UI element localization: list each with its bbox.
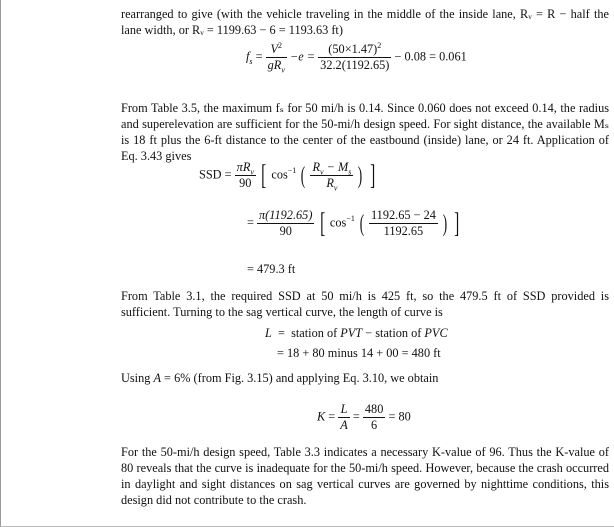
eq3-rhs-b: − station of bbox=[362, 326, 425, 340]
equation-ssd bbox=[199, 160, 377, 191]
eq2-cos: cos bbox=[271, 167, 288, 182]
eq4-num2: 480 bbox=[364, 402, 384, 416]
eq1-gr: gR bbox=[267, 58, 282, 72]
eq3-lhs: L bbox=[265, 326, 272, 340]
eq1-den2: 32.2(1192.65) bbox=[320, 58, 390, 72]
paragraph-table-3-5: From Table 3.5, the maximum fₛ for 50 mi/h is 0.14. Since 0.060 does not exceed 0.14, the radius and superelevation are sufficient for the 50-mi/h design speed. For sight distance, the available Mₛ is 18 ft plus the 6-ft distance to the center of the eastbound (inside) lane, or 24 ft. Application of Eq. 3.43 gives bbox=[121, 101, 609, 163]
equation-length-line2: = 18 + 80 minus 14 + 00 = 480 ft bbox=[277, 346, 441, 360]
eq3-rhs-a: station of bbox=[291, 326, 341, 340]
eq2-frac3 bbox=[257, 208, 314, 239]
eq1-lhs-sub: s bbox=[249, 56, 253, 66]
p4-b: = 6% (from Fig. 3.15) and applying Eq. 3.10, we obtain bbox=[160, 371, 439, 385]
eq3-equals: = bbox=[278, 326, 285, 340]
eq4-equals2: = bbox=[352, 409, 360, 424]
eq4-den1: A bbox=[340, 418, 348, 432]
paragraph-table-3-1: From Table 3.1, the required SSD at 50 mi/h is 425 ft, so the 479.5 ft of SSD provided is sufficient. Turning to the sag vertical curve, the length of curve is bbox=[121, 289, 609, 319]
eq1-v: V bbox=[270, 42, 279, 56]
eq2-num1: πR bbox=[236, 160, 251, 174]
paragraph-using-a bbox=[121, 370, 609, 386]
equation-length bbox=[265, 326, 448, 341]
eq1-num2-sup: 2 bbox=[377, 40, 382, 50]
eq4-frac1 bbox=[338, 402, 350, 433]
p4-a: Using bbox=[121, 371, 154, 385]
eq1-equals: = bbox=[255, 49, 263, 64]
eq1-minus-e: −e = bbox=[289, 49, 316, 64]
paragraph-intro: rearranged to give (with the vehicle traveling in the middle of the inside lane, Rᵥ = R − half the lane width, or Rᵥ = 1199.63 − 6 = 1193.63 ft) bbox=[121, 7, 609, 37]
eq2-lhs: SSD = bbox=[199, 167, 232, 182]
eq2-den1: 90 bbox=[239, 176, 252, 190]
eq2-num1-sub: v bbox=[250, 167, 254, 177]
eq2-inner-num2: 1192.65 − 24 bbox=[370, 208, 436, 222]
eq4-lhs: K bbox=[317, 409, 326, 424]
eq4-frac2 bbox=[363, 402, 385, 433]
eq2-inner-num-tail: − M bbox=[323, 160, 349, 174]
equation-k-value bbox=[317, 402, 411, 433]
eq2-open-bracket: [ bbox=[261, 159, 267, 191]
eq1-gr-sub: v bbox=[281, 65, 285, 75]
eq2-inner-num-sub: v bbox=[319, 167, 324, 177]
eq2-inner-num-tail-sub: s bbox=[348, 167, 352, 177]
eq2-line2-open-paren: ( bbox=[359, 210, 365, 237]
eq2-den3: 90 bbox=[279, 224, 292, 238]
eq2-open-paren: ( bbox=[301, 162, 306, 189]
eq2-inner-frac bbox=[310, 160, 353, 191]
eq2-inner-frac2 bbox=[369, 208, 438, 239]
eq2-close-paren: ) bbox=[358, 162, 363, 189]
eq2-line2-open-bracket: [ bbox=[319, 207, 325, 239]
eq2-line2-cos-sup: −1 bbox=[346, 214, 355, 224]
eq3-pvt: PVT bbox=[340, 326, 363, 340]
eq2-inner-den: R bbox=[326, 176, 334, 190]
eq3-pvc: PVC bbox=[424, 326, 448, 340]
eq4-tail: = 80 bbox=[388, 409, 411, 424]
eq2-inner-den-sub: v bbox=[333, 183, 338, 193]
equation-friction bbox=[246, 42, 467, 73]
eq2-inner-den2: 1192.65 bbox=[383, 224, 424, 238]
eq1-lhs: f bbox=[246, 49, 250, 64]
eq4-equals: = bbox=[328, 409, 336, 424]
equation-ssd-result: = 479.3 ft bbox=[247, 262, 296, 276]
equation-ssd-line2 bbox=[247, 208, 461, 239]
eq2-frac1 bbox=[235, 160, 256, 191]
eq2-line2-equals: = bbox=[247, 215, 254, 230]
eq1-v-sup: 2 bbox=[278, 40, 283, 50]
eq2-line2-close-bracket: ] bbox=[454, 207, 460, 239]
eq1-frac1 bbox=[266, 42, 287, 73]
eq2-line2-close-paren: ) bbox=[442, 210, 448, 237]
eq2-line2-cos: cos bbox=[329, 215, 347, 230]
eq1-num2: (50×1.47) bbox=[328, 42, 378, 56]
eq1-tail: − 0.08 = 0.061 bbox=[394, 49, 467, 64]
eq4-den2: 6 bbox=[371, 418, 378, 432]
p4-A: A bbox=[153, 371, 161, 385]
eq1-frac2 bbox=[318, 42, 391, 73]
eq2-close-bracket: ] bbox=[369, 159, 375, 191]
eq2-num3: π(1192.65) bbox=[259, 208, 313, 222]
paragraph-conclusion: For the 50-mi/h design speed, Table 3.3 indicates a necessary K-value of 96. Thus the K-value of 80 reveals that the curve is inadequate for the 50-mi/h speed. However, because the crash occurred in daylight and sight distances on sag vertical curves are governed by nighttime conditions, this design did not contribute to the crash. bbox=[121, 445, 609, 507]
eq2-inner-num: R bbox=[312, 160, 320, 174]
eq2-cos-sup: −1 bbox=[287, 166, 297, 176]
eq4-num1: L bbox=[338, 402, 350, 418]
